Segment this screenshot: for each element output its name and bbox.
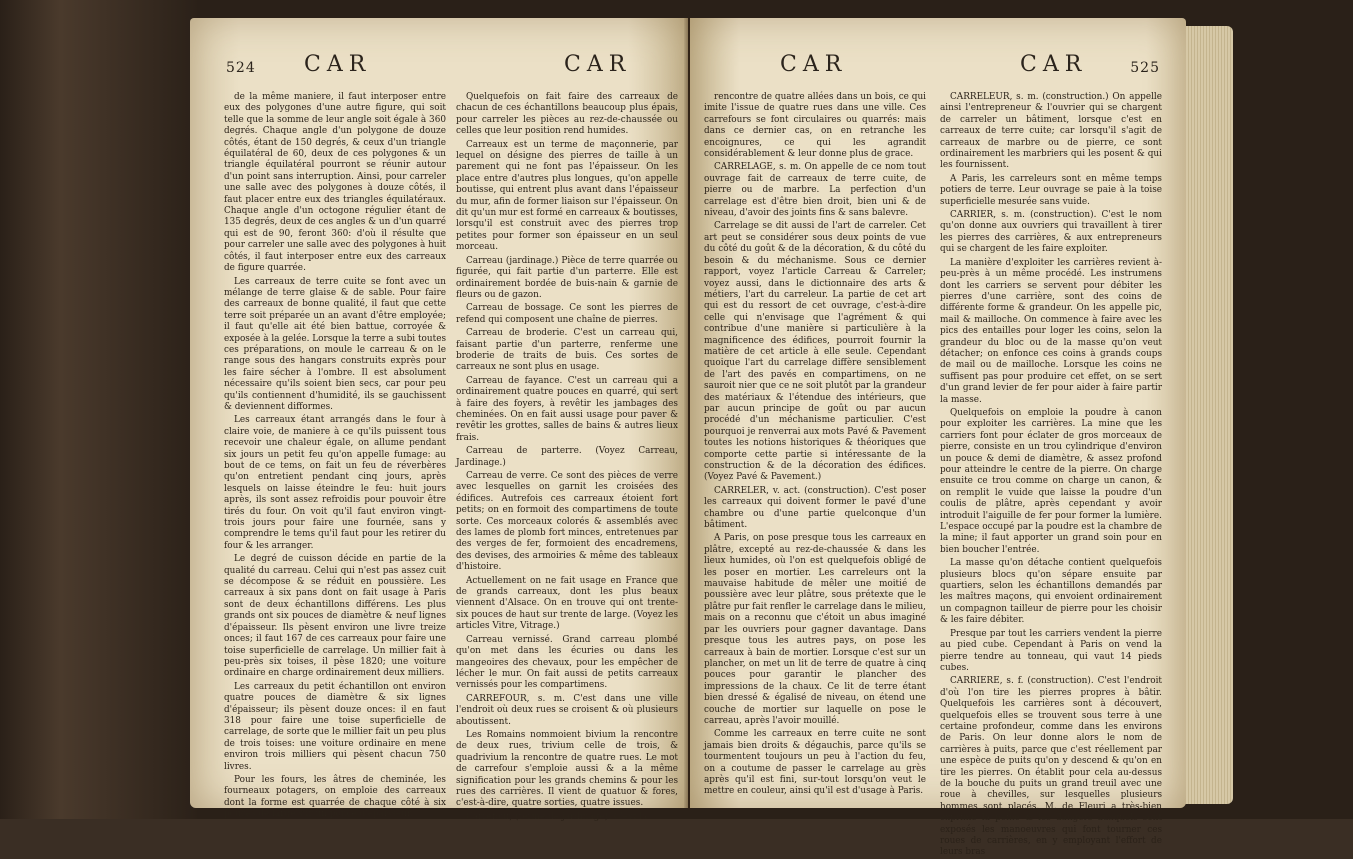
paragraph: Carreau de fayance. C'est un carreau qui a ordinairement quatre pouces en quarré, qui sert à faire des foyers, à revêtir les jambages des cheminées. On en fait aussi usage pour paver & revêtir les grottes, salles de bains & autres lieux frais.: [456, 375, 678, 443]
paragraph: CARREFOUR, s. m. C'est dans une ville l'endroit où deux rues se croisent & où plusieurs aboutissent.: [456, 693, 678, 727]
paragraph: Les carreaux du petit échantillon ont environ quatre pouces de diamètre & six lignes d'épaisseur; ils pèsent douze onces: il en faut 318 pour faire une toise superficielle de carrelage, de sorte que le millier fait un peu plus de trois toises: une voiture ordinaire en mene environ trois milliers qui pèsent chacun 750 livres.: [224, 681, 446, 772]
right-page-header: [720, 52, 1160, 82]
paragraph: CARRIERE, s. f. (construction). C'est l'endroit d'où l'on tire les pierres propres à bâtir. Quelquefois les carrières sont à découvert, quelquefois elles se trouvent sous terre à une certaine profondeur, comme dans les environs de Paris. On leur donne alors le nom de carrières à puits, parce que c'est réellement par une espèce de puits qu'on y descend & qu'on en tire les pierres. On établit pour cela au-dessus de la bouche du puits un grand treuil avec une roue à chevilles, sur lesquelles plusieurs hommes sont placés. M. de Fleuri a très-bien exprimé la peine & les dangers auxquels sont exposés les manoeuvres qui font tourner ces roues de carrières, en y employant l'effort de leurs bras: [940, 676, 1162, 858]
paragraph: Carreau de parterre. (Voyez Carreau, Jardinage.): [456, 446, 678, 468]
paragraph: Les Romains nommoient bivium la rencontre de deux rues, trivium celle de trois, & quadrivium la rencontre de quatre rues. Le mot de carrefour s'emploie aussi & a la même signification pour les grands chemins & pour les rues des carrières. Il vient de quatuor & fores, c'est-à-dire, quatre sorties, quatre issues.: [456, 729, 678, 809]
paragraph: Quelquefois on fait faire des carreaux de chacun de ces échantillons beaucoup plus épais, pour carreler les pièces au rez-de-chaussée ou celles que leur position rend humides.: [456, 92, 678, 137]
right-page-number: 525: [1130, 60, 1160, 76]
page-edges: [1183, 26, 1233, 804]
paragraph: Le degré de cuisson décide en partie de la qualité du carreau. Celui qui n'est pas assez cuit se décompose & se réduit en poussière. Les carreaux à six pans dont on fait usage à Paris sont de deux échantillons différens. Les plus grands ont six pouces de diamètre & neuf lignes d'épaisseur. Ils pèsent environ une livre treize onces; il faut 167 de ces carreaux pour faire une toise superficielle de carrelage. Un millier fait à peu-près six toises, il pèse 1820; une voiture ordinaire en charge ordinairement deux milliers.: [224, 554, 446, 679]
right-running-head-1: CAR: [780, 52, 848, 77]
right-page: [690, 18, 1186, 858]
paragraph: Actuellement on ne fait usage en France que de grands carreaux, dont les plus beaux viennent d'Alsace. On en trouve qui ont trente-six pouces de haut sur trente de large. (Voyez les articles Vitre, Vitrage.): [456, 575, 678, 632]
paragraph: Les carreaux étant arrangés dans le four à claire voie, de maniere à ce qu'ils puissent tous recevoir une chaleur égale, on allume pendant six jours un petit feu qu'on appelle fumage: au bout de ce tems, on fait un feu de réverbères qu'on entretient pendant cinq jours, après lesquels on laisse éteindre le feu: huit jours après, ils sont assez refroidis pour pouvoir être tirés du four. On voit qu'il faut environ vingt-trois jours pour faire une fournée, sans y comprendre le tems qu'il faut pour les retirer du four & les arranger.: [224, 415, 446, 551]
left-page-column-1: [224, 92, 446, 820]
right-running-head-2: CAR: [1020, 52, 1088, 77]
paragraph: CARRELEUR, s. m. (construction.) On appelle ainsi l'entrepreneur & l'ouvrier qui se chargent de carreler un bâtiment, lorsque c'est en carreaux de terre cuite; car lorsqu'il s'agit de carreaux de marbre ou de pierre, ce sont ordinairement les marbriers qui les posent & qui les fournissent.: [940, 92, 1162, 171]
paragraph: rencontre de quatre allées dans un bois, ce qui imite l'issue de quatre rues dans une ville. Ces carrefours se font circulaires ou quarrés: mais dans ce dernier cas, on en retranche les encoignures, ce qui les agrandit considérablement & leur donne plus de grace.: [704, 92, 926, 160]
right-page-column-2: [940, 92, 1162, 858]
paragraph: Carreau de bossage. Ce sont les pierres de refend qui composent une chaîne de pierres.: [456, 303, 678, 325]
paragraph: Comme les carreaux en terre cuite ne sont jamais bien droits & dégauchis, parce qu'ils se tourmentent toujours un peu à l'action du feu, on a coutume de passer le carrelage au grès après qu'il est fini, sur-tout lorsqu'on veut le mettre en couleur, ainsi qu'il est d'usage à Paris.: [704, 729, 926, 797]
left-page-number: 524: [226, 60, 256, 76]
paragraph: Les carreaux de terre cuite se font avec un mélange de terre glaise & de sable. Pour faire des carreaux de bonne qualité, il faut que cette terre soit préparée un an avant d'être employée; il faut qu'elle ait été bien battue, corroyée & exposée à la gelée. Lorsque la terre a subi toutes ces préparations, on moule le carreau & on le range sous des hangars construits exprès pour les faire sécher à l'ombre. Il est absolument nécessaire qu'ils soient bien secs, car pour peu qu'ils contiennent d'humidité, ils se gauchissent & deviennent difformes.: [224, 276, 446, 412]
paragraph: Carreau de verre. Ce sont des pièces de verre avec lesquelles on garnit les croisées des édifices. Autrefois ces carreaux étoient fort petits; on en formoit des compartimens de toute sorte. Ces morceaux colorés & assemblés avec des lames de plomb fort minces, entretenues par des verges de fer, formoient des encadremens, des devises, des armoiries & même des tableaux d'histoire.: [456, 471, 678, 573]
paragraph: La masse qu'on détache contient quelquefois plusieurs blocs qu'on sépare ensuite par quartiers, selon les échantillons demandés par les maîtres maçons, qui envoient ordinairement un compagnon tailleur de pierre pour les choisir & les faire débiter.: [940, 558, 1162, 626]
paragraph: Presque par tout les carriers vendent la pierre au pied cube. Cependant à Paris on vend la pierre tendre au tonneau, qui vaut 14 pieds cubes.: [940, 628, 1162, 673]
left-running-head-2: CAR: [564, 52, 632, 77]
left-page-header: [226, 52, 656, 82]
right-page-column-1: [704, 92, 926, 812]
paragraph: Carreaux est un terme de maçonnerie, par lequel on désigne des pierres de taille à un parement qui ne font pas l'épaisseur. On les place entre d'autres plus longues, qu'on appelle boutisse, qui entrent plus avant dans l'épaisseur du mur, afin de former liaison sur l'épaisseur. On dit qu'un mur est formé en carreaux & boutisses, lorsqu'il est construit avec des pierres trop petites pour former son épaisseur en un seul morceau.: [456, 139, 678, 253]
paragraph: Carreau vernissé. Grand carreau plombé qu'on met dans les écuries ou dans les mangeoires des chevaux, pour les empêcher de lécher le mur. On fait aussi de petits carreaux vernissés pour les compartimens.: [456, 634, 678, 691]
left-page: [190, 18, 688, 822]
paragraph: Quelquefois on emploie la poudre à canon pour exploiter les carrières. La mine que les carriers font pour éclater de gros morceaux de pierre, consiste en un trou cylindrique d'environ un pouce & demi de diamètre, & assez profond pour atteindre le centre de la pierre. On charge ensuite ce trou comme on charge un canon, & on remplit le vuide que laisse la poudre d'un coulis de plâtre, après cependant y avoir introduit l'aiguille de fer pour former la lumière. L'espace occupé par la poudre est la chambre de la mine; il faut apporter un grand soin pour en bien boucher l'entrée.: [940, 407, 1162, 555]
paragraph: A Paris, les carreleurs sont en même temps potiers de terre. Leur ouvrage se paie à la toise superficielle mesurée sans vuide.: [940, 173, 1162, 207]
paragraph: A Paris, on pose presque tous les carreaux en plâtre, excepté au rez-de-chaussée & dans les lieux humides, où l'on est quelquefois obligé de les poser en mortier. Les carreleurs ont la mauvaise habitude de mêler une moitié de poussière avec leur plâtre, sous prétexte que le plâtre pur fait renfler le carrelage dans le milieu, mais on a reconnu que c'étoit un abus imaginé par les ouvriers pour gagner davantage. Dans presque tous les autres pays, on pose les carreaux à bain de mortier. Lorsque c'est sur un plancher, on met un lit de terre de quatre à cinq pouces pour garantir le plancher des impressions de la chaux. Ce lit de terre étant bien dressé & égalisé de niveau, on étend une couche de mortier sur laquelle on pose le carreau, après l'avoir mouillé.: [704, 533, 926, 726]
paragraph: CARRELER, v. act. (construction). C'est poser les carreaux qui doivent former le pavé d'une chambre ou d'une partie quelconque d'un bâtiment.: [704, 485, 926, 531]
paragraph: CARRIER, s. m. (construction). C'est le nom qu'on donne aux ouvriers qui travaillent à tirer les pierres des carrières, & aux entrepreneurs qui se chargent de les faire exploiter.: [940, 210, 1162, 255]
paragraph: CARRELAGE, s. m. On appelle de ce nom tout ouvrage fait de carreaux de terre cuite, de pierre ou de marbre. La perfection d'un carrelage est d'être bien droit, bien uni & de niveau, d'avoir des joints fins & sans balevre.: [704, 162, 926, 219]
paragraph: Pour les fours, les âtres de cheminée, les fourneaux potagers, on emploie des carreaux dont la forme est quarrée de chaque côté à six pouces de large sur un pouce d'épaisseur.: [224, 774, 446, 820]
left-page-column-2: [456, 92, 678, 822]
left-running-head-1: CAR: [304, 52, 372, 77]
paragraph: Carreau (jardinage.) Pièce de terre quarrée ou figurée, qui fait partie d'un parterre. Elle est ordinairement bordée de buis-nain & garnie de fleurs ou de gazon.: [456, 255, 678, 300]
paragraph: La manière d'exploiter les carrières revient à-peu-près à un même procédé. Les instrumens dont les carriers se servent pour débiter les pierres d'une carrière, sont des coins de différente forme & grandeur. On les appelle pic, mail & mailloche. On commence à faire avec les pics des entailles pour loger les coins, selon la grandeur du bloc ou de la masse qu'on veut détacher; on enfonce ces coins à grands coups de mail ou de mailloche. Lorsque les coins ne suffisent pas pour produire cet effet, on se sert d'un grand levier de fer pour aider à faire partir la masse.: [940, 257, 1162, 405]
paragraph: de la même maniere, il faut interposer entre eux des polygones d'une autre figure, qui soit telle que la somme de leur angle soit égale à 360 degrés. Chaque angle d'un polygone de douze côtés, étant de 150 degrés, & ceux d'un triangle équilatéral de 60, deux de ces polygones & un triangle équilatéral pourront se réunir autour d'un point sans interruption. Ainsi, pour carreler une salle avec des polygones à douze côtés, il faut placer entre eux des triangles équilatéraux. Chaque angle d'un octogone régulier étant de 135 degrés, deux de ces angles & un d'un quarré qui est de 90, feront 360: d'où il résulte que pour carreler une salle avec des polygones à huit côtés, il faut interposer entre eux des carreaux de figure quarrée.: [224, 92, 446, 274]
paragraph: Carrelage se dit aussi de l'art de carreler. Cet art peut se considérer sous deux points de vue du côté du goût & de la décoration, & du côté du besoin & du méchanisme. Sous ce dernier rapport, voyez l'article Carreau & Carreler; voyez aussi, dans le dictionnaire des arts & métiers, l'art du carreleur. La partie de cet art qui est du ressort de cet ouvrage, c'est-à-dire celle qui n'envisage que l'agrément & qui contribue d'une manière si particulière à la magnificence des édifices, pourroit fournir la matière de cet article à elle seule. Cependant quoique l'art du carrelage diffère sensiblement de l'art des pavés en compartimens, on ne sauroit nier que ce ne soit plutôt par la grandeur des matériaux & l'étendue des intérieurs, que par aucun principe de goût ou par aucun procédé d'un méchanisme particulier. C'est pourquoi je renverrai aux mots Pavé & Pavement toutes les notions historiques & théoriques que comporte cette partie si intéressante de la construction & de la décoration des édifices. (Voyez Pavé & Pavement.): [704, 221, 926, 483]
paragraph: Carrefour, (terme de jardinage). C'est la: [466, 811, 648, 822]
paragraph: Carreau de broderie. C'est un carreau qui, faisant partie d'un parterre, renferme une broderie de traits de buis. Ces sortes de carreaux ne sont plus en usage.: [456, 328, 678, 373]
